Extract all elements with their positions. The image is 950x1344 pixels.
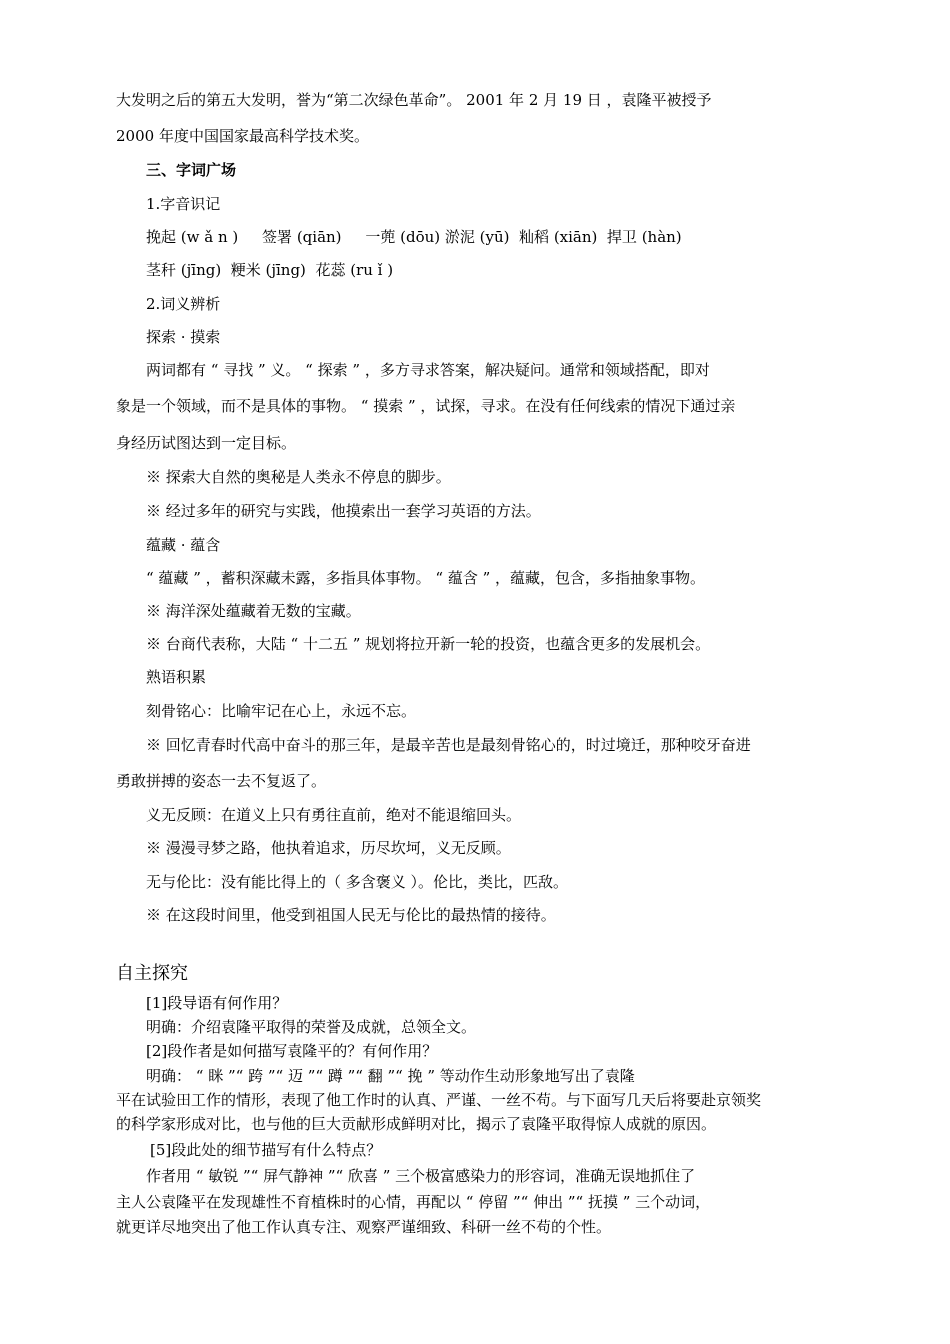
- pair-1-title: 探索 · 摸索: [146, 328, 221, 346]
- idiom-3-definition: 无与伦比：没有能比得上的（ 多含褒义 ）。伦比，类比，匹敌。: [146, 873, 569, 891]
- pair-1-line-2: 象是一个领域，而不是具体的事物。 “ 摸索 ” ，试探，寻求。在没有任何线索的情况下通过亲: [116, 397, 736, 415]
- idiom-1-example-line-2: 勇敢拼搏的姿态一去不复返了。: [116, 772, 327, 790]
- idiom-2-example: ※ 漫漫寻梦之路，他执着追求，历尽坎坷，义无反顾。: [146, 839, 511, 857]
- pair-1-line-3: 身经历试图达到一定目标。: [116, 434, 297, 452]
- answer-2-line-1: 明确： “ 眯 ”“ 跨 ”“ 迈 ”“ 蹲 ”“ 翻 ”“ 挽 ” 等动作生动形象地写出了袁隆: [146, 1067, 635, 1085]
- intro-line-2: 2000 年度中国国家最高科学技术奖。: [116, 127, 369, 145]
- pair-1-example-1: ※ 探索大自然的奥秘是人类永不停息的脚步。: [146, 468, 451, 486]
- pronunciation-title: 1.字音识记: [146, 195, 221, 213]
- pair-2-line-1: “ 蕴藏 ” ，蓄积深藏未露，多指具体事物。 “ 蕴含 ” ，蕴藏，包含，多指抽象事物。: [146, 569, 706, 587]
- pronunciation-line-2: 茎秆 (jīng) 粳米 (jīng) 花蕊 (ru ǐ ): [146, 261, 394, 279]
- idiom-1-example-line-1: ※ 回忆青春时代高中奋斗的那三年，是最辛苦也是最刻骨铭心的，时过境迁，那种咬牙奋进: [146, 736, 751, 754]
- pair-2-example-2: ※ 台商代表称，大陆 “ 十二五 ” 规划将拉开新一轮的投资，也蕴含更多的发展机会。: [146, 635, 711, 653]
- question-2: [2]段作者是如何描写袁隆平的？有何作用？: [146, 1042, 438, 1060]
- pair-2-example-1: ※ 海洋深处蕴藏着无数的宝藏。: [146, 602, 361, 620]
- pronunciation-line-1: 挽起 (w ǎ n ) 签署 (qiān) 一蔸 (dōu) 淤泥 (yū) 籼稻 (xiān) 捍卫 (hàn): [146, 228, 682, 246]
- pair-1-line-1: 两词都有 “ 寻找 ” 义。 “ 探索 ” ，多方寻求答案，解决疑问。通常和领域搭配，即对: [146, 361, 710, 379]
- idiom-2-definition: 义无反顾：在道义上只有勇往直前，绝对不能退缩回头。: [146, 806, 522, 824]
- pair-2-title: 蕴藏 · 蕴含: [146, 536, 221, 554]
- answer-2-line-3: 的科学家形成对比，也与他的巨大贡献形成鲜明对比，揭示了袁隆平取得惊人成就的原因。: [116, 1115, 717, 1133]
- question-1: [1]段导语有何作用？: [146, 994, 288, 1012]
- section-title: 三、字词广场: [146, 161, 237, 179]
- intro-line-1: 大发明之后的第五大发明，誉为“第二次绿色革命”。 2001 年 2 月 19 日 ，袁隆平被授予: [116, 91, 712, 109]
- pair-1-example-2: ※ 经过多年的研究与实践，他摸索出一套学习英语的方法。: [146, 502, 541, 520]
- answer-2-line-2: 平在试验田工作的情形，表现了他工作时的认真、严谨、一丝不苟。与下面写几天后将要赴京领奖: [116, 1091, 762, 1109]
- answer-1: 明确：介绍袁隆平取得的荣誉及成就，总领全文。: [146, 1018, 477, 1036]
- idiom-1-definition: 刻骨铭心：比喻牢记在心上，永远不忘。: [146, 702, 417, 720]
- idiom-3-example: ※ 在这段时间里，他受到祖国人民无与伦比的最热情的接待。: [146, 906, 556, 924]
- question-3: [5]段此处的细节描写有什么特点？: [150, 1141, 382, 1159]
- idiom-title: 熟语积累: [146, 668, 207, 686]
- answer-3-line-3: 就更详尽地突出了他工作认真专注、观察严谨细致、科研一丝不苟的个性。: [116, 1218, 612, 1236]
- answer-3-line-2: 主人公袁隆平在发现雄性不育植株时的心情，再配以 “ 停留 ”“ 伸出 ”“ 抚摸 ” 三个动词，: [116, 1193, 711, 1211]
- meaning-title: 2.词义辨析: [146, 295, 221, 313]
- explore-title: 自主探究: [116, 963, 188, 984]
- answer-3-line-1: 作者用 “ 敏锐 ”“ 屏气静神 ”“ 欣喜 ” 三个极富感染力的形容词，准确无误地抓住了: [146, 1167, 696, 1185]
